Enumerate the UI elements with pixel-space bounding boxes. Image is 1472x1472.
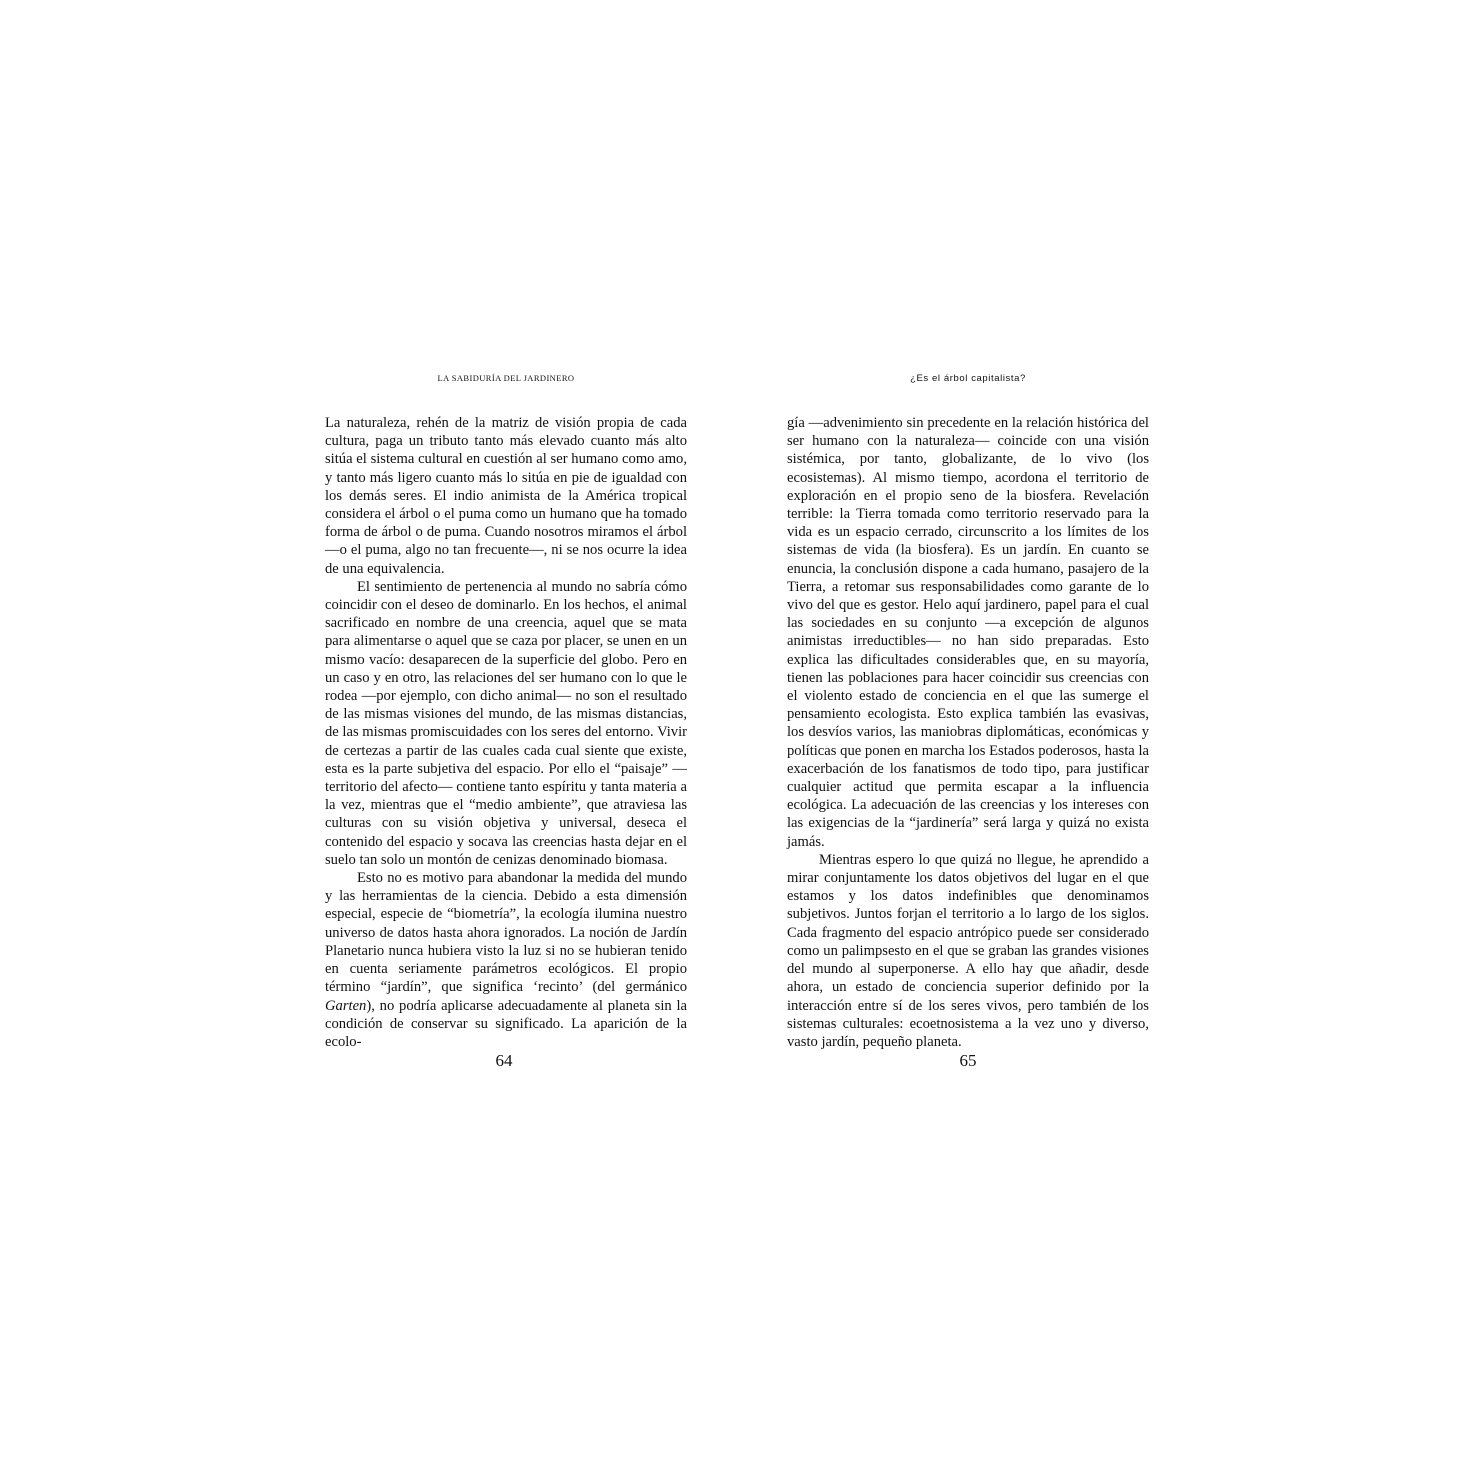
paragraph-4: gía —advenimiento sin precedente en la relación histórica del ser humano con la naturaleza— coincide con una visión sistémica, por tanto, globalizante, de lo vivo (los ecosistemas). Al mismo tiempo, acordona el territorio de exploración en el propio seno de la biosfera. Revelación terrible: la Tierra tomada como territorio reservado para la vida es un espacio cerrado, circunscrito a los límites de los sistemas de vida (la biosfera). Es un jardín. En cuanto se enuncia, la conclusión dispone a cada humano, pasajero de la Tierra, a retomar sus responsabilidades como garante de lo vivo del que es gestor. Helo aquí jardinero, papel para el cual las sociedades en su conjunto —a excepción de algunos animistas irreductibles— no han sido preparadas. Esto explica las dificultades considerables que, en su mayoría, tienen las poblaciones para hacer coincidir sus creencias con el violento estado de conciencia en el que las sumerge el pensamiento ecologista. Esto explica también las evasivas, los desvíos varios, las maniobras diplomáticas, económicas y políticas que ponen en marcha los Estados poderosos, hasta la exacerbación de los fanatismos de todo tipo, para justificar cualquier actitud que permita escapar a la influencia ecológica. La adecuación de las creencias y los intereses con las exigencias de la “jardinería” será larga y quizá no exista jamás. [787,415,1149,850]
running-head-book-title: LA SABIDURÍA DEL JARDINERO [437,373,575,383]
paragraph-1: La naturaleza, rehén de la matriz de visión propia de cada cultura, paga un tributo tanto más elevado cuanto más alto sitúa el sistema cultural en cuestión al ser humano como amo, y tanto más ligero cuanto más lo sitúa en pie de igualdad con los demás seres. El indio animista de la América tropical considera el árbol o el puma como un humano que ha tomado forma de árbol o de puma. Cuando nosotros miramos el árbol —o el puma, algo no tan frecuente—, ni se nos ocurre la idea de una equivalencia. [325,415,687,577]
page-number-left: 64 [495,1051,513,1070]
paragraph-3-tail: ), no podría aplicarse adecuadamente al planeta sin la condición de conservar su significado. La aparición de la ecolo- [325,997,687,1050]
paragraph-3-text: Esto no es motivo para abandonar la medida del mundo y las herramientas de la ciencia. Debido a esta dimensión especial, especie de “biometría”, la ecología ilumina nuestro universo de datos hasta ahora ignorados. La noción de Jardín Planetario nunca hubiera visto la luz si no se hubieran tenido en cuenta seriamente parámetros ecológicos. El propio término “jardín”, que significa ‘recinto’ (del germánico [325,870,687,996]
running-head-chapter-title: ¿Es el árbol capitalista? [910,373,1026,384]
left-text-block [325,414,687,1051]
right-text-block [787,414,1149,1051]
paragraph-3-italic-word: Garten [325,997,367,1014]
page-number-right: 65 [959,1051,977,1070]
paragraph-3 [325,869,687,1051]
paragraph-2: El sentimiento de pertenencia al mundo no sabría cómo coincidir con el deseo de dominarlo. En los hechos, el animal sacrificado en nombre de una creencia, aquel que se mata para alimentarse o aquel que se caza por placer, se unen en un mismo vacío: desaparecen de la superficie del globo. Pero en un caso y en otro, las relaciones del ser humano con lo que le rodea —por ejemplo, con dicho animal— no son el resultado de las mismas visiones del mundo, de las mismas distancias, de las mismas promiscuidades con los seres del entorno. Vivir de certezas a partir de las cuales cada cual siente que existe, esta es la parte subjetiva del espacio. Por ello el “paisaje” —territorio del afecto— contiene tanto espíritu y tanta materia a la vez, mientras que el “medio ambiente”, que atraviesa las culturas con su visión objetiva y universal, deseca el contenido del espacio y socava las creencias hasta dejar en el suelo tan solo un montón de cenizas denominado biomasa. [325,578,688,868]
paragraph-5: Mientras espero lo que quizá no llegue, he aprendido a mirar conjuntamente los datos objetivos del lugar en el que estamos y los datos indefinibles que denominamos subjetivos. Juntos forjan el territorio a lo largo de los siglos. Cada fragmento del espacio antrópico puede ser considerado como un palimpsesto en el que se graban las grandes visiones del mundo al superponerse. A ello hay que añadir, desde ahora, un estado de conciencia superior definido por la interacción entre sí de los seres vivos, pero también de los sistemas culturales: ecoetnosistema a la vez uno y diverso, vasto jardín, pequeño planeta. [787,851,1149,1050]
